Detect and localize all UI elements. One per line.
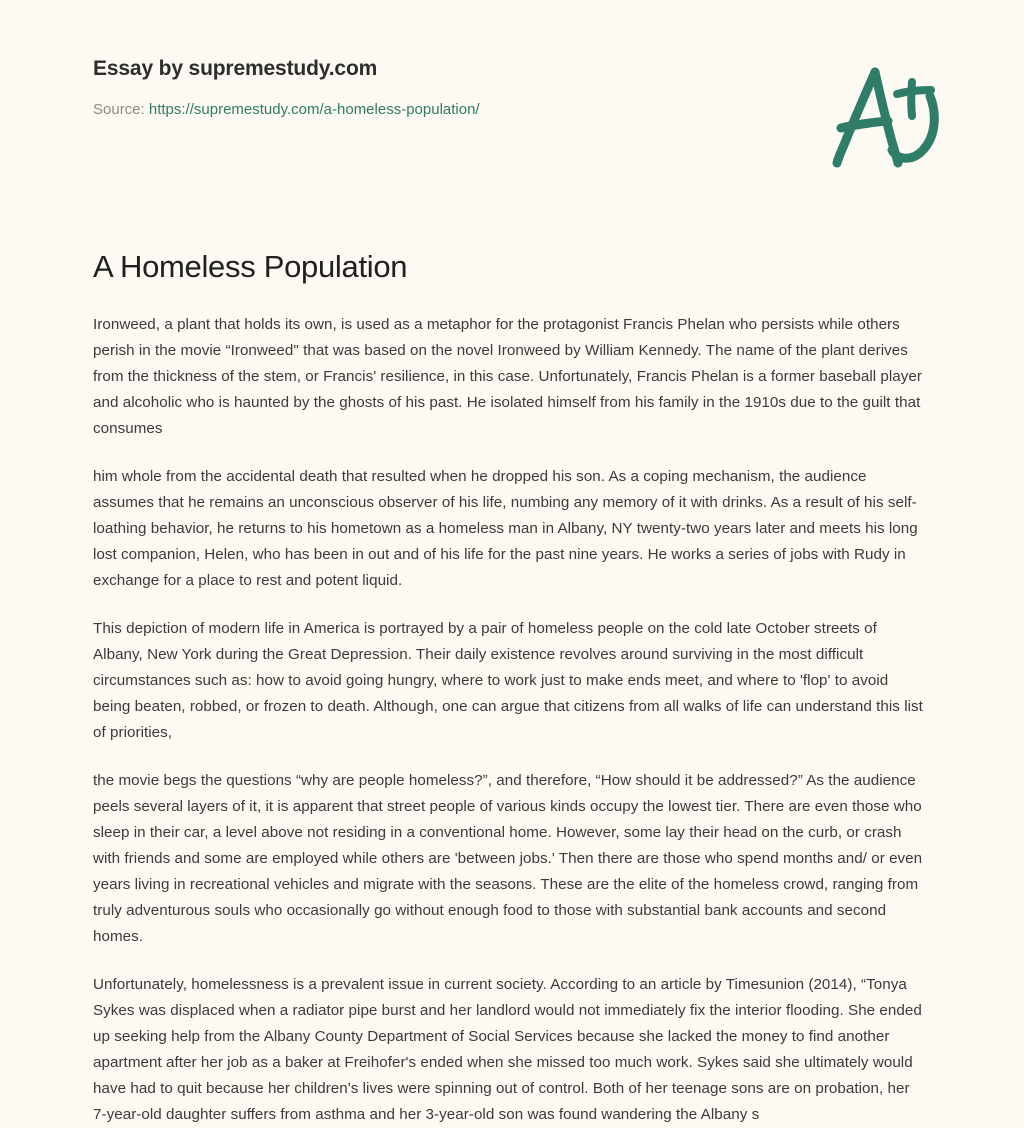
paragraph: This depiction of modern life in America is portrayed by a pair of homeless people on the cold late October streets of Albany, New York during the Great Depression. Their daily existence revolves around surviving in the most difficult circumstances such as: how to avoid going hungry, where to work just to make ends meet, and where to 'flop' to avoid being beaten, robbed, or frozen to death. Although, one can argue that citizens from all walks of life can understand this list of priorities,: [93, 620, 923, 741]
page-header: [0, 0, 1024, 200]
essay-by-heading: Essay by supremestudy.com: [93, 57, 378, 80]
paragraph: the movie begs the questions “why are people homeless?”, and therefore, “How should it be addressed?” As the audience peels several layers of it, it is apparent that street people of various kinds occupy the lowest tier. There are even those who sleep in their car, a level above not residing in a conventional home. However, some lay their head on the curb, or crash with friends and some are employed while others are 'between jobs.' Then there are those who spend months and/ or even years living in recreational vehicles and migrate with the seasons. These are the elite of the homeless crowd, ranging from truly adventurous souls who occasionally go without enough food to those with substantial bank accounts and second homes.: [93, 772, 923, 945]
essay-body: [0, 312, 1024, 1128]
paragraph: Unfortunately, homelessness is a prevalent issue in current society. According to an article by Timesunion (2014), “Tonya Sykes was displaced when a radiator pipe burst and her landlord would not immediately fix the interior flooding. She ended up seeking help from the Albany County Department of Social Services because she lacked the money to find another apartment after her job as a baker at Freihofer's ended when she missed too much work. Sykes said she ultimately would have had to quit because her children's lives were spinning out of control. Both of her teenage sons are on probation, her 7-year-old daughter suffers from asthma and her 3-year-old son was found wandering the Albany s: [93, 976, 922, 1123]
a-plus-logo-icon[interactable]: [816, 58, 946, 178]
source-url-link[interactable]: https://supremestudy.com/a-homeless-population/: [148, 101, 480, 119]
paragraph: him whole from the accidental death that resulted when he dropped his son. As a coping mechanism, the audience assumes that he remains an unconscious observer of his life, numbing any memory of it with drinks. As a result of his self- loathing behavior, he returns to his hometown as a homeless man in Albany, NY twenty-two years later and meets his long lost companion, Helen, who has been in out and of his life for the past nine years. He works a series of jobs with Rudy in exchange for a place to rest and potent liquid.: [93, 468, 918, 589]
source-label: Source:: [93, 101, 145, 119]
page-title: A Homeless Population: [93, 249, 408, 284]
paragraph: Ironweed, a plant that holds its own, is used as a metaphor for the protagonist Francis Phelan who persists while others perish in the movie “Ironweed" that was based on the novel Ironweed by William Kennedy. The name of the plant derives from the thickness of the stem, or Francis' resilience, in this case. Unfortunately, Francis Phelan is a former baseball player and alcoholic who is haunted by the ghosts of his past. He isolated himself from his family in the 1910s due to the guilt that consumes: [93, 316, 923, 437]
